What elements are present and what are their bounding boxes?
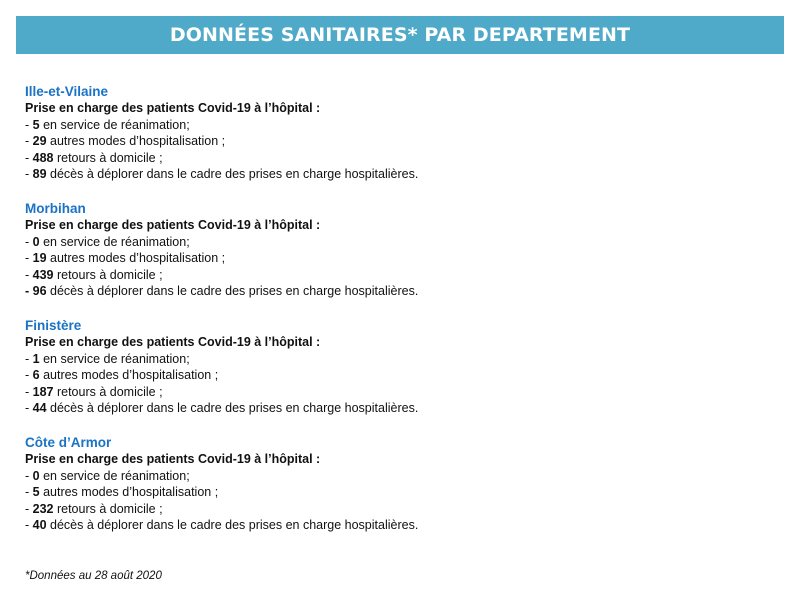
department-section-finistere [25,318,785,417]
department-title: Côte d’Armor [25,435,112,450]
stat-line-deces: - 96 décès à déplorer dans le cadre des prises en charge hospitalières. [25,284,419,298]
page-header-banner [16,16,784,54]
stat-line-retours: - 488 retours à domicile ; [25,150,163,165]
footnote-date: *Données au 28 août 2020 [25,570,162,582]
stat-line-hospitalisation: - 5 autres modes d’hospitalisation ; [25,485,219,499]
stat-line-reanimation: - 5 en service de réanimation; [25,117,190,132]
department-section-cote-darmor [25,435,785,534]
department-section-morbihan [25,201,785,300]
department-title: Finistère [25,318,82,333]
stat-line-reanimation: - 0 en service de réanimation; [25,234,190,249]
stat-line-reanimation: - 0 en service de réanimation; [25,468,190,483]
section-subtitle: Prise en charge des patients Covid-19 à l’hôpital : [25,218,321,232]
department-title: Morbihan [25,201,86,216]
stat-line-retours: - 232 retours à domicile ; [25,501,163,516]
stat-line-hospitalisation: - 19 autres modes d’hospitalisation ; [25,251,226,265]
section-subtitle: Prise en charge des patients Covid-19 à l’hôpital : [25,452,321,466]
department-section-ille-et-vilaine [25,84,785,183]
stat-line-deces: - 89 décès à déplorer dans le cadre des prises en charge hospitalières. [25,167,419,181]
stat-line-retours: - 439 retours à domicile ; [25,267,163,282]
stat-line-deces: - 44 décès à déplorer dans le cadre des prises en charge hospitalières. [25,401,419,415]
stat-line-deces: - 40 décès à déplorer dans le cadre des prises en charge hospitalières. [25,518,419,532]
stat-line-hospitalisation: - 6 autres modes d’hospitalisation ; [25,368,219,382]
departments-content [25,84,785,552]
stat-line-retours: - 187 retours à domicile ; [25,384,163,399]
stat-line-reanimation: - 1 en service de réanimation; [25,351,190,366]
section-subtitle: Prise en charge des patients Covid-19 à l’hôpital : [25,101,321,115]
stat-line-hospitalisation: - 29 autres modes d’hospitalisation ; [25,134,226,148]
section-subtitle: Prise en charge des patients Covid-19 à l’hôpital : [25,335,321,349]
department-title: Ille-et-Vilaine [25,84,109,99]
page-title: DONNÉES SANITAIRES* PAR DEPARTEMENT [169,24,631,46]
